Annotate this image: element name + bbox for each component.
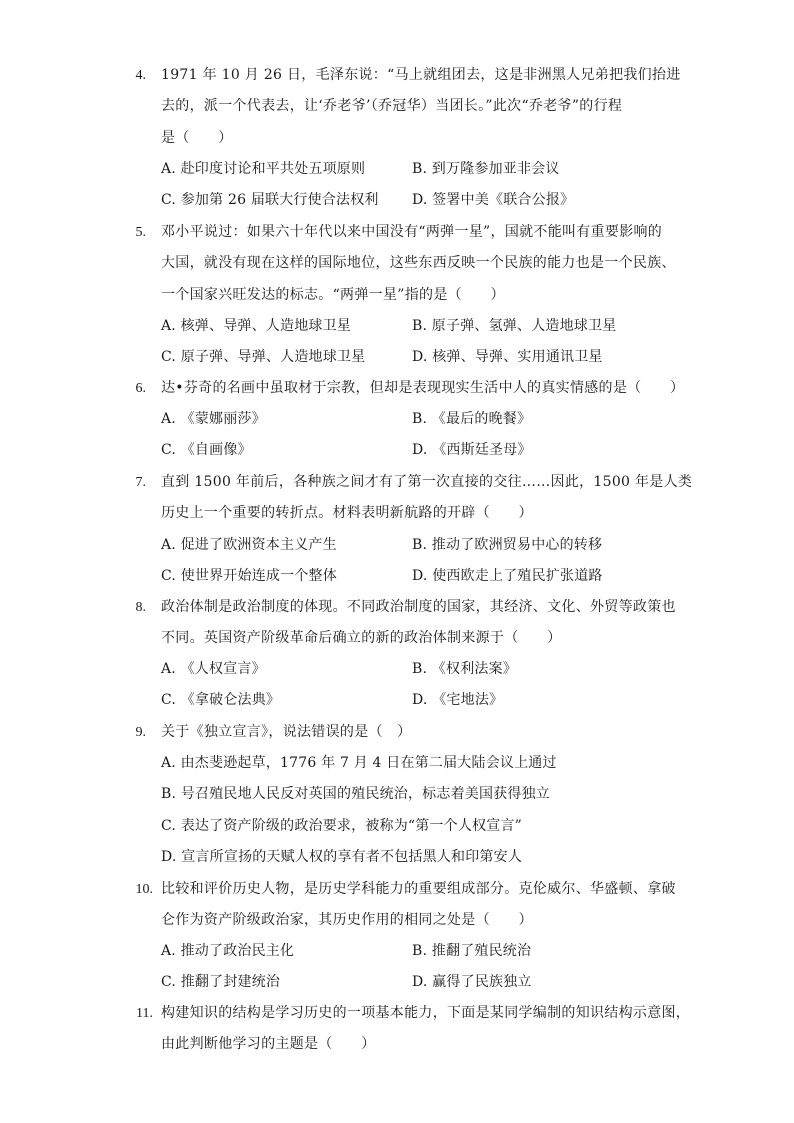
option-c[interactable]: C. 原子弹、导弹、人造地球卫星 (161, 349, 366, 365)
option-a[interactable]: A. 《蒙娜丽莎》 (161, 411, 266, 427)
question-stem (161, 874, 676, 937)
question-number: 4. (135, 68, 146, 83)
option-b[interactable]: B. 原子弹、氢弹、人造地球卫星 (412, 318, 617, 334)
stem-line: 1971 年 10 月 26 日，毛泽东说：“马上就组团去，这是非洲黑人兄弟把我们抬进 (161, 67, 681, 83)
option-a[interactable]: A. 赴印度讨论和平共处五项原则 (161, 161, 366, 177)
option-d[interactable]: D. 赢得了民族独立 (412, 974, 532, 990)
stem-line: 一个国家兴旺发达的标志。“两弹一星”指的是（ ） (161, 286, 505, 303)
stem-line: 达•芬奇的名画中虽取材于宗教，但却是表现现实生活中人的真实情感的是（ ） (161, 380, 685, 396)
stem-line: 关于《独立宣言》，说法错误的是（ ） (161, 724, 412, 740)
option-d[interactable]: D. 宣言所宣扬的天赋人权的享有者不包括黑人和印第安人 (161, 849, 523, 865)
stem-line: 仑作为资产阶级政治家，其历史作用的相同之处是（ ） (161, 912, 533, 929)
option-a[interactable]: A. 促进了欧洲资本主义产生 (161, 537, 337, 553)
stem-line: 历史上一个重要的转折点。材料表明新航路的开辟（ ） (161, 505, 533, 522)
option-c[interactable]: C. 《自画像》 (161, 442, 252, 458)
option-c[interactable]: C. 《拿破仑法典》 (161, 692, 281, 708)
question-number: 11. (136, 1006, 153, 1021)
question-stem (161, 717, 661, 748)
question-number: 9. (135, 725, 146, 740)
stem-line: 直到 1500 年前后，各种族之间才有了第一次直接的交往……因此，1500 年是人类 (161, 474, 693, 490)
option-c[interactable]: C. 使世界开始连成一个整体 (161, 568, 337, 584)
option-a[interactable]: A. 核弹、导弹、人造地球卫星 (161, 318, 352, 334)
question-number: 5. (135, 225, 146, 240)
option-b[interactable]: B. 《最后的晚餐》 (412, 411, 532, 427)
option-b[interactable]: B. 到万隆参加亚非会议 (412, 161, 560, 177)
option-a[interactable]: A. 由杰斐逊起草，1776 年 7 月 4 日在第二届大陆会议上通过 (161, 755, 557, 771)
stem-line: 是（ ） (161, 129, 233, 146)
question-stem (161, 60, 681, 154)
question-stem (161, 467, 693, 530)
stem-line: 比较和评价历史人物，是历史学科能力的重要组成部分。克伦威尔、华盛顿、拿破 (161, 881, 676, 897)
question-number: 6. (135, 381, 146, 396)
question-stem (161, 217, 676, 311)
stem-line: 邓小平说过：如果六十年代以来中国没有“两弹一星”，国就不能叫有重要影响的 (161, 224, 663, 240)
option-b[interactable]: B. 推动了欧洲贸易中心的转移 (412, 537, 603, 553)
question-stem (161, 998, 691, 1061)
option-b[interactable]: B. 《权利法案》 (412, 661, 517, 677)
option-b[interactable]: B. 推翻了殖民统治 (412, 943, 532, 959)
stem-line: 去的，派一个代表去，让‘乔老爷’（乔冠华）当团长。”此次“乔老爷”的行程 (161, 98, 623, 115)
stem-line: 由此判断他学习的主题是（ ） (161, 1036, 376, 1053)
option-c[interactable]: C. 推翻了封建统治 (161, 974, 281, 990)
option-b[interactable]: B. 号召殖民地人民反对英国的殖民统治，标志着美国获得独立 (161, 786, 550, 802)
stem-line: 大国，就没有现在这样的国际地位，这些东西反映一个民族的能力也是一个民族、 (161, 255, 676, 272)
stem-line: 政治体制是政治制度的体现。不同政治制度的国家，其经济、文化、外贸等政策也 (161, 599, 676, 615)
question-stem (161, 373, 685, 404)
option-d[interactable]: D. 《西斯廷圣母》 (412, 442, 532, 458)
option-d[interactable]: D. 《宅地法》 (412, 692, 504, 708)
option-c[interactable]: C. 参加第 26 届联大行使合法权利 (161, 192, 379, 208)
question-number: 7. (135, 475, 146, 490)
stem-line: 构建知识的结构是学习历史的一项基本能力，下面是某同学编制的知识结构示意图， (161, 1005, 691, 1021)
option-a[interactable]: A. 《人权宣言》 (161, 661, 266, 677)
option-a[interactable]: A. 推动了政治民主化 (161, 943, 295, 959)
option-d[interactable]: D. 核弹、导弹、实用通讯卫星 (412, 349, 603, 365)
question-number: 8. (135, 600, 146, 615)
option-d[interactable]: D. 使西欧走上了殖民扩张道路 (412, 568, 603, 584)
question-number: 10. (135, 882, 153, 897)
option-c[interactable]: C. 表达了资产阶级的政治要求，被称为“第一个人权宣言” (161, 818, 523, 834)
question-stem (161, 592, 676, 655)
stem-line: 不同。英国资产阶级革命后确立的新的政治体制来源于（ ） (161, 630, 562, 647)
option-d[interactable]: D. 签署中美《联合公报》 (412, 192, 575, 208)
